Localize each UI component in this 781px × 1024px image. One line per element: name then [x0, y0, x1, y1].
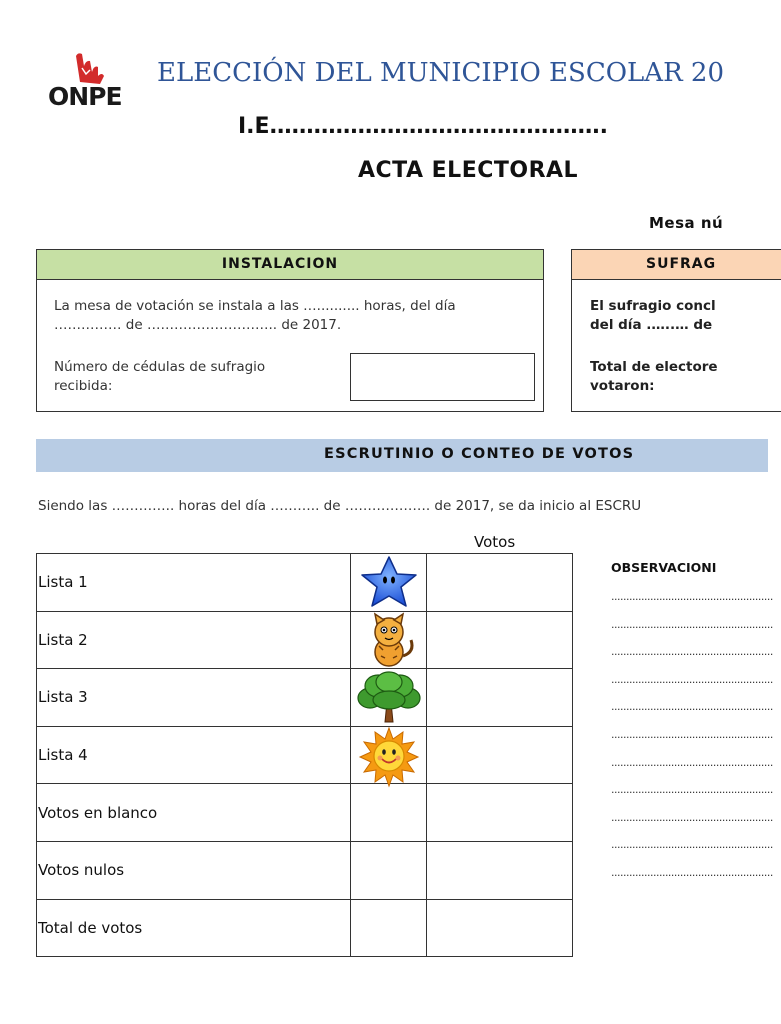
table-row [37, 554, 573, 612]
table-row [37, 784, 573, 842]
lista-3-votes-cell[interactable] [427, 669, 573, 727]
empty-icon-cell [351, 784, 427, 842]
votos-column-header: Votos [474, 533, 516, 551]
observaciones-line[interactable]: ...................................................... [611, 810, 773, 824]
observaciones-line[interactable]: ...................................................... [611, 755, 773, 769]
document-title: ACTA ELECTORAL [358, 158, 579, 183]
page-title: ELECCIÓN DEL MUNICIPIO ESCOLAR 20 [157, 58, 724, 88]
observaciones-line[interactable]: ...................................................... [611, 645, 773, 659]
cedulas-label: Número de cédulas de sufragio recibida: [54, 359, 266, 394]
table-row [37, 841, 573, 899]
observaciones-line[interactable]: ...................................................... [611, 700, 773, 714]
blank-votes-cell[interactable] [427, 784, 573, 842]
mesa-number-label: Mesa nú [649, 214, 724, 232]
table-row [37, 611, 573, 669]
sufragio-text [590, 297, 770, 335]
tree-icon [356, 670, 422, 724]
observaciones-line[interactable]: ...................................................... [611, 783, 773, 797]
table-row [37, 669, 573, 727]
star-icon [359, 554, 419, 610]
total-electores-line1: Total de electore [590, 359, 718, 375]
observaciones-line[interactable]: ...................................................... [611, 866, 773, 879]
observaciones-line[interactable]: ...................................................... [611, 672, 773, 686]
null-votes-cell[interactable] [427, 841, 573, 899]
row-label: Lista 3 [37, 669, 351, 727]
sufragio-section [571, 249, 781, 412]
row-label: Votos en blanco [37, 784, 351, 842]
cedulas-input-box[interactable] [350, 353, 535, 401]
lista-4-votes-cell[interactable] [427, 726, 573, 784]
votes-table [36, 553, 573, 957]
logo-text: ONPE [48, 82, 122, 111]
empty-icon-cell [351, 899, 427, 957]
observaciones-line[interactable]: ...................................................... [611, 728, 773, 741]
row-label: Total de votos [37, 899, 351, 957]
observaciones-line[interactable]: ...................................................... [611, 590, 773, 603]
empty-icon-cell [351, 841, 427, 899]
instalacion-section [36, 249, 544, 412]
escrutinio-heading: ESCRUTINIO O CONTEO DE VOTOS [324, 446, 635, 462]
row-label: Lista 2 [37, 611, 351, 669]
lista-2-votes-cell[interactable] [427, 611, 573, 669]
sun-icon [359, 727, 419, 783]
sufragio-heading: SUFRAG [572, 250, 781, 280]
row-label: Lista 1 [37, 554, 351, 612]
table-row [37, 899, 573, 957]
total-votes-cell[interactable] [427, 899, 573, 957]
institution-field: I.E………………………………………. [238, 114, 608, 139]
cat-icon [359, 612, 419, 668]
escrutinio-intro: Siendo las ………….. horas del día ……….. de ………………. de 2017, se da inicio al ESCRU [38, 498, 642, 514]
observaciones-line[interactable]: ...................................................... [611, 838, 773, 852]
row-label: Votos nulos [37, 841, 351, 899]
row-label: Lista 4 [37, 726, 351, 784]
lista-1-votes-cell[interactable] [427, 554, 573, 612]
total-electores [590, 358, 770, 396]
instalacion-text: La mesa de votación se instala a las ….......... horas, del día …………… de ……………………….. de 2017. [54, 298, 456, 333]
instalacion-heading: INSTALACION [37, 250, 543, 280]
table-row [37, 726, 573, 784]
sufragio-text-line2: del día .…..… de [590, 317, 713, 333]
observaciones-heading: OBSERVACIONI [611, 560, 717, 575]
sufragio-text-line1: El sufragio concl [590, 298, 716, 314]
observaciones-line[interactable]: ...................................................... [611, 617, 773, 631]
total-electores-line2: votaron: [590, 378, 655, 394]
